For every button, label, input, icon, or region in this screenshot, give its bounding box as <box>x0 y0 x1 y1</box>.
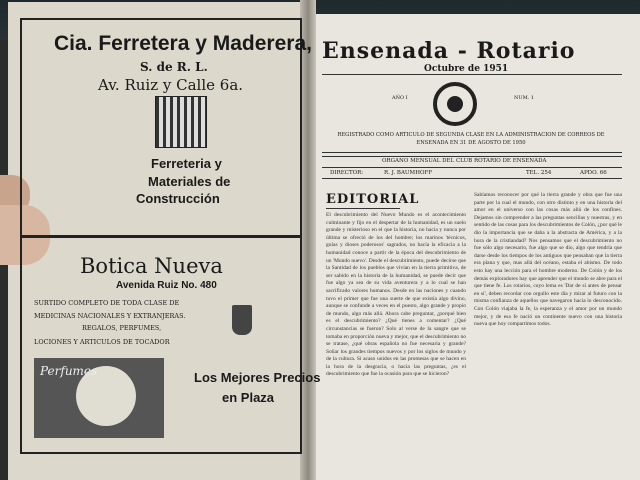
postal-registration: REGISTRADO COMO ARTICULO DE SEGUNDA CLASE EN LA ADMINISTRACION DE CORREOS DE ENSENADA EN 31 DE AGOSTO DE 1950 <box>337 132 605 146</box>
mortar-pestle-illustration <box>232 305 252 335</box>
pharmacy-name: Botica Nueva <box>80 254 223 278</box>
magazine-spine <box>300 0 316 480</box>
ad-legal-form: S. de R. L. <box>140 60 208 74</box>
pharmacy-desc-1: SURTIDO COMPLETO DE TODA CLASE DE <box>34 299 180 307</box>
ad-company-name: Cia. Ferretera y Maderera, <box>54 32 312 55</box>
header-double-rule <box>322 152 622 157</box>
telephone: TEL. 254 <box>526 170 552 176</box>
masthead-title: Ensenada - Rotario <box>322 38 576 64</box>
section-underline <box>326 208 400 209</box>
editorial-column-1: El descubrimiento del Nuevo Mundo es el acontecimiento culminante y fijo en el despertar de la humanidad, es un suelo grande y misterioso en el que la historia, no hacia y nunca por última se ofreció de los del hombre; los marinos 'técnicos, guías y dioses poderosos' sagrados, no hacía la eficacia a la humanidad conoce a partir de la época del descubrimiento de un 'Mundo nuevo'. Desde el descubrimiento, puede decirse que la Santidad de los pueblos que vivían en la tierra primitiva, de ser sabido en la historia de la humanidad, se puede decir que fue algo ya sea de su vida aventurera y a lo cual se han sacrificado valores humanos. Desde en las naciones y cuando tuvo el primer que fue una suerte de que existía algo divino, aunque se confunde a veces en el puesto, algo grande y propio de mundo, algo más allá. Ahora cabe preguntar, ¿porqué bien es el descubrimiento? ¿Qué tienes a comentar? ¿Qué circunstancias se fueron? Solo al verse de la sangre que se tomaba en proporción nueva y mejor, que el descubrimiento no se tratase, ¿qué obras española no fue necesaria y grande? Soñar los grandes tiempos nuevos y por los siglos de mundo y de la cultura. Si acaso unidos en las promesas que se hacen en la hora de la desgracia, o hacia las preguntas, ¿es el descubrimiento que fue la ocasión para que se hicieron? <box>326 212 466 378</box>
director-label: DIRECTOR: <box>330 170 364 176</box>
ad-products-line3: Construcción <box>136 191 220 206</box>
info-rule-bottom <box>322 178 622 179</box>
masthead-rule <box>322 74 622 75</box>
ad-products-line2: Materiales de <box>148 174 231 189</box>
organ-line: ORGANO MENSUAL DEL CLUB ROTARIO DE ENSENADA <box>382 158 547 164</box>
issue-year: AÑO I <box>392 95 408 101</box>
store-facade-illustration <box>155 96 207 148</box>
rotary-wheel-logo <box>433 82 477 126</box>
pharmacy-desc-2: MEDICINAS NACIONALES Y EXTRANJERAS. <box>34 312 186 320</box>
issue-number: NUM. 1 <box>514 95 535 101</box>
pharmacy-slogan-1: Los Mejores Precios <box>194 370 321 385</box>
pharmacy-desc-4: LOCIONES Y ARTICULOS DE TOCADOR <box>34 338 170 346</box>
info-rule-top <box>322 167 622 168</box>
ad-address: Av. Ruiz y Calle 6a. <box>98 76 244 94</box>
po-box: APDO. 66 <box>580 170 607 176</box>
perfume-label: Perfumes <box>40 364 98 378</box>
issue-date: Octubre de 1951 <box>424 64 509 74</box>
pharmacy-slogan-2: en Plaza <box>222 390 275 405</box>
section-heading: EDITORIAL <box>326 192 420 207</box>
editorial-column-2: Sabíamos reconocer por qué la tierra grande y obra que fue una parte por la cual el mundo, con otro distinto y en una historia del amor en el universo con las cosas más allá de los confines. Dejamos sin comprender a las preguntas sencillas y nuestras, y en sentido de las cosas para los descubrimientos de Colón, ¿por qué le dio la importancia que se daba a la abstracta de América, y a la hora de la cristiandad? Nos pensamos que el descubrimiento no fue sólo algo necesario, fue algo que se dio, algo que tendría que darse desde los tiempos de los antiguos que pensaban que la tierra era plana y que, mas allá del océano, estaba el abismo. De todo esto hay una lección para el hombre moderno. De Colón y de los demás exploradores hay que aprender que el mundo se abre para el que tiene fe. Los rotarios, cuyo lema es 'Dar de sí antes de pensar en sí', deben recordar con orgullo este día y mirar al futuro con la misma confianza de aquellos que navegaron hacia lo desconocido. Con Colón viajaba la fe, la esperanza y el amor por un mundo mejor, y de esa fe nació un continente nuevo con una historia nueva que hoy compartimos todos. <box>474 192 622 328</box>
director-name: R. J. BAUMHOFF <box>384 170 433 176</box>
pharmacy-address: Avenida Ruiz No. 480 <box>116 280 217 291</box>
pharmacy-desc-3: REGALOS, PERFUMES, <box>82 324 162 332</box>
ad-products-line1: Ferreteria y <box>151 156 222 171</box>
